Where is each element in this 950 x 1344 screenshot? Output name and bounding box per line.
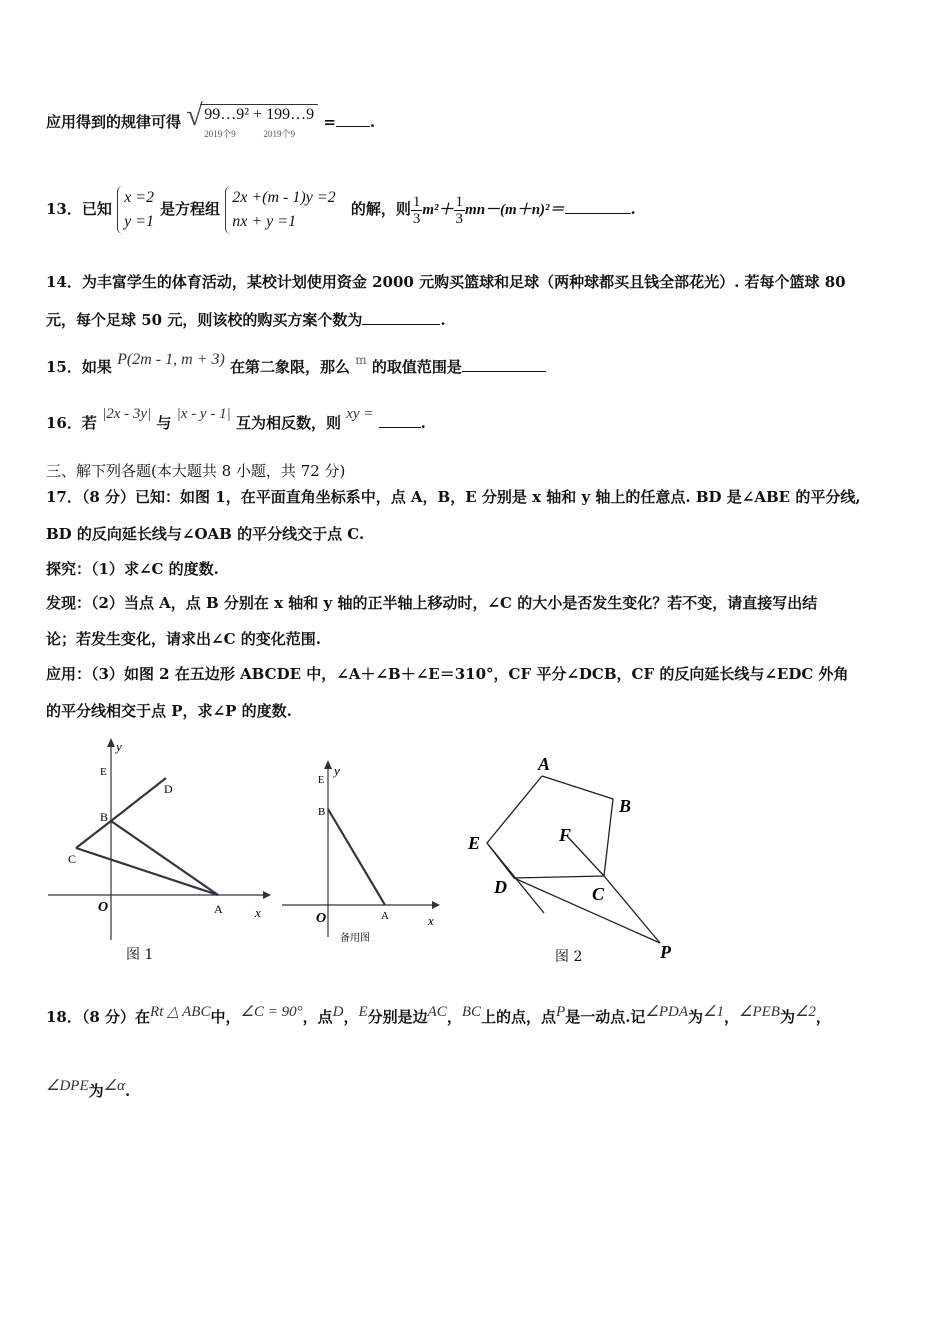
q15-num: 15．如果: [46, 358, 112, 376]
spare-label-O: O: [316, 911, 327, 926]
fig1-label-C: C: [68, 852, 77, 866]
q18-expr-AC: AC: [427, 1004, 447, 1020]
q12-sqrt: [200, 104, 318, 142]
q18-text4: 分别是边: [367, 1008, 428, 1026]
figure-2: [462, 748, 687, 963]
fig1-x-arrow: [263, 891, 271, 899]
fig1-segment-BD: [111, 778, 166, 821]
q18-expr-BC: BC: [461, 1004, 481, 1020]
spare-label-x: x: [428, 913, 434, 928]
q17-line5: 论；若发生变化，请求出∠C 的变化范围.: [46, 630, 321, 648]
q16-expr3: xy =: [346, 406, 374, 422]
q18-text10: 为: [779, 1008, 795, 1026]
q12-end: .: [369, 113, 376, 131]
fig1-label-O: O: [98, 900, 109, 915]
q12-term1: 99…9²: [204, 106, 250, 123]
fig1-label-y: y: [116, 739, 122, 754]
q12-eq: =: [323, 113, 336, 131]
fig2-label-E: E: [468, 833, 481, 853]
fig2-label-F: F: [559, 825, 572, 845]
q18-expr-P: P: [556, 1004, 566, 1020]
spare-x-arrow: [432, 901, 440, 909]
section-heading: 三、解下列各题(本大题共 8 小题，共 72 分): [46, 462, 346, 480]
spare-label-A: A: [381, 910, 389, 922]
fig1-label-B: B: [100, 810, 109, 824]
q13-term1: m²＋: [422, 202, 454, 218]
fig2-segment-CP: [604, 876, 660, 943]
q16-end: .: [420, 414, 426, 432]
q13-end: .: [630, 200, 636, 218]
q13-frac2: [454, 194, 466, 227]
q18-text13: .: [124, 1082, 131, 1100]
q18-text7: 是一动点.记: [565, 1008, 646, 1026]
q14-line1: 14．为丰富学生的体育活动，某校计划使用资金 2000 元购买篮球和足球（两种球都买且钱全部花光）. 若每个篮球 80: [46, 273, 846, 291]
q18-expr-PEB: ∠PEB: [739, 1004, 780, 1020]
fig2-label-A: A: [538, 754, 551, 774]
q12-sub1: 2019个9: [204, 129, 236, 139]
q12-term2: 199…9: [266, 106, 315, 123]
q13-system2: [225, 186, 341, 234]
q17-line3: 探究：（1）求∠C 的度数.: [46, 560, 219, 578]
q16-expr1: |2x - 3y|: [102, 406, 152, 422]
q13-term2: mn－(m＋n)²＝: [465, 202, 565, 218]
q15-mid: 在第二象限，那么: [230, 358, 351, 376]
fig2-pentagon: [487, 776, 613, 878]
q18-num: 18．（8 分）在: [46, 1008, 151, 1026]
q18-expr-angle2: ∠2: [794, 1004, 816, 1020]
spare-label-y: y: [334, 763, 340, 778]
q13-mid: 是方程组: [160, 200, 221, 218]
q16-num: 16．若: [46, 414, 97, 432]
q12-answer-blank[interactable]: [336, 112, 370, 127]
q13-sys2-line1: 2x +(m - 1)y =2: [232, 189, 336, 206]
q13-frac2-den: 3: [455, 210, 464, 227]
q13-system1: [117, 186, 160, 234]
q16-answer-blank[interactable]: [379, 413, 421, 428]
q13-frac1: [411, 194, 423, 227]
q12-line: [46, 104, 375, 142]
q13-answer-blank[interactable]: [565, 199, 631, 214]
fig1-y-arrow: [107, 738, 115, 747]
q18-text6: 上的点，点: [481, 1008, 557, 1026]
q13-frac1-num: 1: [412, 193, 421, 210]
q13-frac2-num: 1: [455, 193, 464, 210]
spare-segment-BA: [328, 809, 385, 905]
q15-line: [46, 348, 546, 376]
figure-spare: [282, 755, 447, 945]
q16-mid: 互为相反数，则: [235, 414, 341, 432]
q13-frac1-den: 3: [412, 210, 421, 227]
q18-text11: ，: [815, 1008, 831, 1026]
q17-line2: BD 的反向延长线与∠OAB 的平分线交于点 C.: [46, 525, 365, 543]
q18-text3: ，: [343, 1008, 359, 1026]
q13-sys1-line2: y =1: [124, 213, 155, 230]
q13-line: [46, 186, 636, 234]
q18-text5: ，: [446, 1008, 462, 1026]
q18-expr-E: E: [358, 1004, 368, 1020]
q18-expr-alpha: ∠α: [103, 1078, 125, 1094]
fig1-label-E: E: [100, 766, 107, 778]
fig2-caption: 图 2: [555, 949, 583, 965]
q16-expr2: |x - y - 1|: [176, 406, 231, 422]
q14-line2: [46, 309, 446, 330]
q13-sys2-line2: nx + y =1: [232, 213, 297, 230]
figure-1: [48, 735, 273, 945]
q15-tail: 的取值范围是: [371, 358, 462, 376]
q12-prefix: 应用得到的规律可得: [46, 113, 182, 131]
q18-expr-PDA: ∠PDA: [645, 1004, 689, 1020]
q16-with: 与: [156, 414, 172, 432]
q17-line6: 应用：（3）如图 2 在五边形 ABCDE 中，∠A＋∠B＋∠E＝310°，CF 平分∠DCB，CF 的反向延长线与∠EDC 外角: [46, 665, 849, 683]
fig2-segment-DP: [514, 878, 660, 943]
q17-line7: 的平分线相交于点 P，求∠P 的度数.: [46, 702, 292, 720]
q14-end: .: [440, 311, 446, 329]
fig2-label-D: D: [494, 877, 507, 897]
q18-text2: ，点: [302, 1008, 333, 1026]
q16-line: [46, 402, 426, 432]
q12-sub2: 2019个9: [263, 129, 296, 139]
q18-expr-angle1: ∠1: [703, 1004, 724, 1020]
q14-line2-text: 元，每个足球 50 元，则该校的购买方案个数为: [46, 311, 363, 329]
q18-text8: 为: [688, 1008, 704, 1026]
q13-after: 的解，则: [350, 200, 411, 218]
q13-num: 13．已知: [46, 200, 112, 218]
fig1-label-x: x: [255, 905, 261, 920]
q18-text9: ，: [724, 1008, 740, 1026]
q18-text1: 中，: [210, 1008, 241, 1026]
q18-line1: [46, 1000, 831, 1026]
q13-sys1-line1: x =2: [124, 189, 155, 206]
q18-text12: 为: [88, 1082, 104, 1100]
q15-expr: P(2m - 1, m + 3): [117, 351, 225, 368]
fig1-label-D: D: [164, 782, 173, 796]
q18-expr-DPE: ∠DPE: [46, 1078, 89, 1094]
fig1-segment-BA: [111, 821, 218, 895]
fig1-segment-CA: [76, 848, 218, 895]
q18-expr-angleC: ∠C = 90°: [240, 1004, 303, 1020]
q12-plus: +: [253, 106, 263, 123]
spare-y-arrow: [324, 760, 332, 769]
q15-answer-blank[interactable]: [462, 357, 546, 372]
q14-answer-blank[interactable]: [362, 310, 440, 325]
q18-expr-D: D: [332, 1004, 344, 1020]
q17-line4: 发现：（2）当点 A，点 B 分别在 x 轴和 y 轴的正半轴上移动时，∠C 的大小是否发生变化？若不变，请直接写出结: [46, 594, 818, 612]
fig2-segment-CF: [567, 836, 604, 876]
fig2-label-P: P: [660, 942, 671, 962]
q15-var: m: [355, 353, 367, 367]
fig2-label-B: B: [619, 796, 632, 816]
q18-expr-triangle: Rt △ ABC: [150, 1004, 211, 1020]
q17-line1: 17．（8 分）已知：如图 1，在平面直角坐标系中，点 A，B，E 分别是 x 轴和 y 轴上的任意点. BD 是∠ABE 的平分线,: [46, 488, 861, 506]
fig2-label-C: C: [592, 884, 605, 904]
q18-line2: [46, 1074, 131, 1100]
fig1-segment-BC: [76, 821, 111, 848]
spare-caption: 备用图: [340, 933, 370, 944]
spare-label-E: E: [318, 775, 325, 786]
fig1-label-A: A: [214, 902, 223, 916]
fig1-caption: 图 1: [126, 947, 154, 963]
spare-label-B: B: [318, 806, 326, 818]
